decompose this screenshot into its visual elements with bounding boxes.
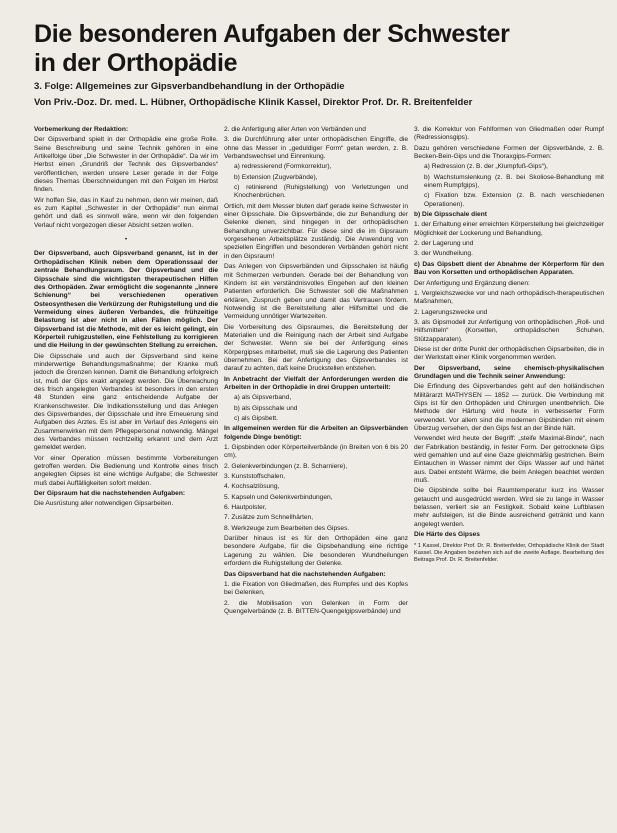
list-item: 3. Kunststoffschalen,	[224, 473, 286, 481]
body-paragraph: Die Vorbereitung des Gipsraumes, die Bereitstellung der Materialien und die Reinigung nach der Arbeit sind Aufgabe der Schwester. Wenn sie bei der Anfertigung eines Körpergipses mitarbeitet, muß sie die Lagerung des Patienten übernehmen. Bei der Anfertigung des Gipsverbandes ist darauf zu achten, daß keine Druckstellen entstehen.	[224, 323, 408, 373]
list-item: 3. als Gipsmodell zur Anfertigung von orthopädischen „Roll- und Hilfsmitteln“ (Korsetten, orthopädischen Schuhen, Stützapparaten).	[414, 318, 604, 343]
list-item: 2. der Lagerung und	[414, 240, 474, 248]
body-paragraph-2: Die Gipsschale und auch der Gipsverband sind keine minderwertige Behandlungsmaßnahme; der Kranke muß jedoch die Grenzen kennen. Damit die Behandlung erfolgreich ist, muß der Gips exakt angelegt werden. Die Überwachung des frisch angelegten Verbandes ist besonders in den ersten 48 Stunden eine ganz entscheidende Aufgabe der Krankenschwester. Die Indikationsstellung und das Anlegen des Gipsverbandes, der Gipsschale und ihre Erneuerung sind Aufgaben des Arztes. Es ist aber im Verlauf des Anlegens ein Zusammenwirken mit dem Pflegepersonal notwendig. Mängel des Verbandes müssen rechtzeitig erkannt und dem Arzt gemeldet werden.	[34, 352, 218, 452]
body-paragraph: Dazu gehören verschiedene Formen der Gipsverbände, z. B. Becken-Bein-Gips und die Thoraxgips-Formen:	[414, 144, 604, 161]
article-authors: Von Priv.-Doz. Dr. med. L. Hübner, Orthopädische Klinik Kassel, Direktor Prof. Dr. R. Breitenfelder	[34, 97, 473, 108]
body-paragraph: Das Anlegen von Gipsverbänden und Gipsschalen ist häufig mit Schmerzen verbunden. Gerade bei der Behandlung von Kindern ist ein verständnisvolles Eingehen auf den kleinen Patienten erforderlich. Die Schwester soll die Maßnahmen erklären, Zuspruch geben und damit das Vertrauen fördern. Notwendig ist die Bereitstellung aller Hilfsmittel und die Vermeidung unnötiger Wartezeiten.	[224, 263, 408, 321]
list-item: 6. Hautpolster,	[224, 504, 267, 512]
body-paragraph: Die Härte des Gipses	[414, 531, 480, 539]
sub-list-item: b) als Gipsschale und	[234, 404, 298, 412]
title-line-2: in der Orthopädie	[34, 49, 238, 77]
body-paragraph-1: Der Gipsverband, auch Gipsverband genannt, ist in der Orthopädischen Klinik neben dem Operationssaal der zentrale Behandlungsraum. Der Gipsverband und die Gipsschale sind die wichtigsten therapeutischen Hilfen des Orthopäden. Zwar ermöglicht die sogenannte „innere Schienung“ bei verschiedenen operativen Osteosynthesen die Verkürzung der Ruhigstellung und die Vermeidung eines äußeren Verbandes, die frühzeitige Belastung ist aber nicht in allen Fällen möglich. Der Gipsverband ist die Methode, mit der es leicht gelingt, ein Körperteil ruhigzustellen, eine Fehlstellung zu korrigieren und die Heilung in der gewünschten Stellung zu erreichen.	[34, 250, 218, 350]
list-item: 1. der Erhaltung einer erreichten Körperstellung bei gleichzeitiger Möglichkeit der Lockerung und Behandlung,	[414, 221, 604, 237]
list-item: 4. Kochsalzlösung,	[224, 483, 280, 491]
column-2	[224, 126, 408, 616]
title-line-1: Die besonderen Aufgaben der Schwester	[34, 20, 510, 48]
body-paragraph: In Anbetracht der Vielfalt der Anforderungen werden die Arbeiten in der Orthopädie in drei Gruppen unterteilt:	[224, 375, 408, 391]
list-item: 2. die Anfertigung aller Arten von Verbänden und	[224, 126, 366, 133]
list-item: 2. Lagerungszwecke und	[414, 308, 488, 316]
list-item: 2. Gelenkverbindungen (z. B. Scharniere),	[224, 462, 348, 470]
section-heading: b) Die Gipsschale dient	[414, 211, 487, 219]
section-heading: In allgemeinen werden für die Arbeiten an Gipsverbänden folgende Dinge benötigt:	[224, 425, 408, 441]
list-item: 3. der Wundheilung.	[414, 250, 473, 258]
list-item: 7. Zusätze zum Schnellhärten,	[224, 514, 314, 522]
list-item: 8. Werkzeuge zum Bearbeiten des Gipses.	[224, 524, 350, 532]
sub-list-item: c) retinierend (Ruhigstellung) von Verletzungen und Knochenbrüchen.	[234, 184, 408, 200]
body-paragraph: Diese ist der dritte Punkt der orthopädischen Gipsarbeiten, die in der Werkstatt einer Klinik vorgenommen werden.	[414, 345, 604, 362]
body-paragraph: Die Gipsbinde sollte bei Raumtemperatur kurz ins Wasser getaucht und ausgedrückt werden. Wird sie zu lange in Wasser belassen, verliert sie an Festigkeit. Sobald keine Luftblasen mehr aufsteigen, ist die Binde ausreichend getränkt und kann angelegt werden.	[414, 487, 604, 528]
intro-paragraph-2: Wir hoffen Sie, das in Kauf zu nehmen, denn wir meinen, daß es zum Kapitel „Schwester in der Orthopädie“ nun einmal gehört und daß es sinnvoll wäre, wenn wir den folgenden Verlauf nicht vorgezogen dieser Absicht setzen wollen.	[34, 196, 218, 229]
article-title	[34, 20, 594, 78]
list-item: 3. die Korrektur von Fehlformen von Gliedmaßen oder Rumpf (Redressionsgips).	[414, 126, 604, 142]
sub-list-item: c) als Gipsbett.	[234, 415, 278, 422]
list-item: 1. die Fixation von Gliedmaßen, des Rumpfes und des Kopfes bei Gelenken,	[224, 580, 408, 597]
section-heading: c) Das Gipsbett dient der Abnahme der Körperform für den Bau von Korsetten und orthopädischen Apparaten.	[414, 260, 604, 277]
list-item: 3. die Durchführung aller unter orthopädischen Eingriffe, die ohne das Messer in „geduldiger Form“ getan werden, z. B. Verbandswechsel und Einrenkung.	[224, 136, 408, 161]
section-separator: •	[124, 236, 128, 244]
body-paragraph-3: Vor einer Operation müssen bestimmte Vorbereitungen getroffen werden. Die Bedienung und Kontrolle eines frisch angelegten Gipses ist eine wichtige Aufgabe; die Schwester muß dabei Auffälligkeiten sofort melden.	[34, 454, 218, 487]
sub-list-item: a) redressierend (Formkorrektur),	[234, 163, 332, 171]
article-subtitle: 3. Folge: Allgemeines zur Gipsverbandbehandlung in der Orthopädie	[34, 81, 345, 92]
sub-list-item: a) Redression (z. B. der „Klumpfuß-Gips“),	[424, 163, 548, 171]
section-heading: Der Gipsverband, seine chemisch-physikalischen Grundlagen und die Technik seiner Anwendung:	[414, 364, 604, 380]
list-item: 5. Kapseln und Gelenkverbindungen,	[224, 493, 333, 501]
body-paragraph: Die Erfindung des Gipsverbandes geht auf den holländischen Militärarzt MATHYSEN — 1852 — zurück. Die Verbindung mit Gips ist für den Orthopäden und Chirurgen unentbehrlich. Die Methode der Härtung wird heute in verbesserter Form verwendet. Vor allem sind die modernen Gipsbinden mit einem Überzug versehen, der den Gips fest an der Binde hält.	[414, 383, 604, 432]
section-heading: Der Gipsraum hat die nachstehenden Aufgaben:	[34, 490, 186, 498]
intro-heading: Vorbemerkung der Redaktion:	[34, 126, 129, 133]
body-paragraph: Darüber hinaus ist es für den Orthopäden eine ganz besondere Aufgabe, für die Gipsbehandlung eine richtige Lagerung zu wählen. Die besonderen Wundheilungen erfordern die Ruhigstellung der Gelenke.	[224, 535, 408, 568]
column-3	[414, 126, 604, 564]
intro-paragraph: Der Gipsverband spielt in der Orthopädie eine große Rolle. Seine Beschreibung und seine Technik gehören in eine Artikelfolge über „Die Schwester in der Orthopädie“. Da wir im Herbst einen „Grundriß der Technik des Gipsverbandes“ veröffentlichen, werden unsere Leser gerade in der Folge dieses Themas Überschneidungen mit den Folgen im Herbst finden.	[34, 136, 218, 194]
sub-list-item: b) Wachstumslenkung (z. B. bei Skoliose-Behandlung mit einem Rumpfgips),	[424, 173, 604, 190]
section-heading: Das Gipsverband hat die nachstehenden Aufgaben:	[224, 570, 386, 578]
body-paragraph: Verwendet wird heute der Begriff: „steife Maximal-Binde“, nach der Fabrikation beständig, in fester Form. Der getrocknete Gips wird gemahlen und auf eine Gaze gleichmäßig gestrichen. Beim Eintauchen in Wasser nimmt der Gips Wasser auf und härtet aus. Dabei entsteht Wärme, die beim Anlegen beachtet werden muß.	[414, 435, 604, 485]
sub-list-item: c) Fixation bzw. Extension (z. B. nach verschiedenen Operationen).	[424, 192, 604, 208]
list-item: 2. die Mobilisation von Gelenken in Form der Quengelverbände (z. B. BITTEN-Quengelgipsverbände) und	[224, 599, 408, 615]
footnote: * 1 Kassel, Direktor Prof. Dr. R. Breitenfelder, Orthopädische Klinik der Stadt Kassel. Die Angaben beziehen sich auf die zweite Auflage. Bearbeitung des Beitrags Prof. Dr. R. Breitenfelder.	[414, 543, 604, 564]
sub-list-item: a) als Gipsverband,	[234, 394, 292, 402]
body-paragraph: Ortlich, mit dem Messer bluten darf gerade keine Schwester in einer Gipsschale. Die Gipsverbände, die zur Behandlung der Gelenke dienen, sind hingegen in der orthopädischen Behandlung unverzichtbar. Für diese sind die im Gipsraum vorgesehenen Arbeitsplätze zuständig. Die Anwendung von speziellen Eingriffen und besonderen Verbänden gehört nicht in den Gipsraum!	[224, 202, 408, 260]
body-paragraph: Der Anfertigung und Ergänzung dienen:	[414, 279, 530, 287]
list-item: 1. Gipsbinden oder Körperteilverbände (in Breiten von 6 bis 20 cm),	[224, 444, 408, 460]
column-1	[34, 126, 218, 509]
sub-list-item: b) Extension (Zugverbände),	[234, 173, 318, 181]
list-item: Die Ausrüstung aller notwendigen Gipsarbeiten.	[34, 500, 174, 508]
list-item: 1. Vergleichszwecke vor und nach orthopädisch-therapeutischen Maßnahmen,	[414, 289, 604, 306]
